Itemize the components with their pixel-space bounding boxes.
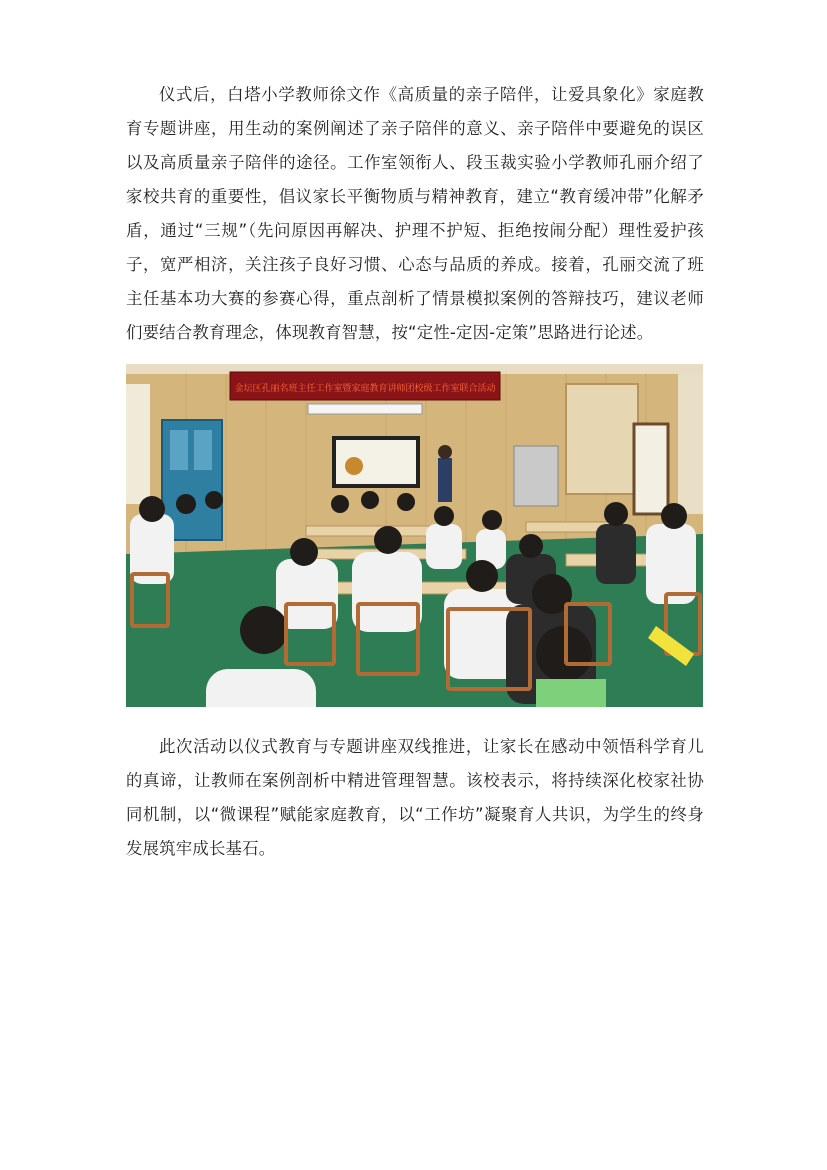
right-window [678,374,703,514]
left-window [126,384,150,504]
event-photo [126,364,703,707]
speaker-figure [438,458,452,502]
classroom-photo-illustration [126,364,703,707]
right-cabinet [566,384,638,494]
paragraph-lecture-summary: 仪式后，白塔小学教师徐文作《高质量的亲子陪伴，让爱具象化》家庭教育专题讲座，用生动的案例阐述了亲子陪伴的意义、亲子陪伴中要避免的误区以及高质量亲子陪伴的途径。工作室领衔人、段玉裁实验小学教师孔丽介绍了家校共育的重要性，倡议家长平衡物质与精神教育，建立“教育缓冲带”化解矛盾，通过“三规”（先问原因再解决、护理不护短、拒绝按闹分配）理性爱护孩子，宽严相济，关注孩子良好习惯、心态与品质的养成。接着，孔丽交流了班主任基本功大赛的参赛心得，重点剖析了情景模拟案例的答辩技巧，建议老师们要结合教育理念，体现教育智慧，按“定性-定因-定策”思路进行论述。 [126,85,704,342]
paragraph-conclusion: 此次活动以仪式教育与专题讲座双线推进，让家长在感动中领悟科学育儿的真谛，让教师在案例剖析中精进管理智慧。该校表示，将持续深化校家社协同机制，以“微课程”赋能家庭教育，以“工作坊”凝聚育人共识，为学生的终身发展筑牢成长基石。 [126,737,704,858]
wall-poster [634,424,668,514]
projector-screen-box [308,404,422,414]
banner-text: 金坛区孔丽名班主任工作室暨家庭教育讲师团校级工作室联合活动 [234,384,496,394]
